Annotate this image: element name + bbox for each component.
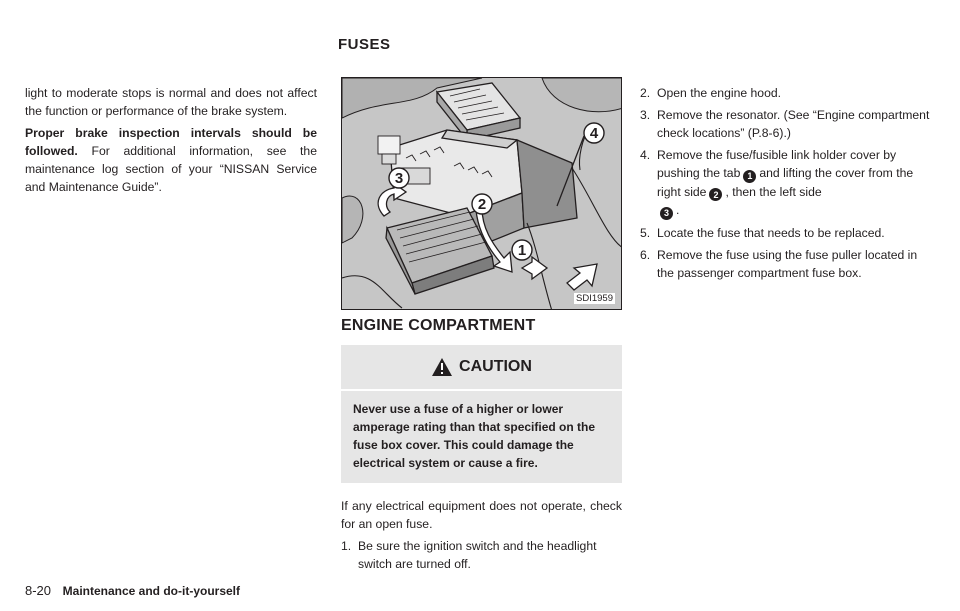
left-column (25, 84, 317, 200)
callout-4: 4 (589, 125, 599, 142)
caution-header (341, 345, 622, 389)
callout-2: 2 (477, 196, 487, 213)
circled-number-icon: 2 (709, 188, 722, 201)
right-column (640, 84, 934, 286)
middle-column (341, 317, 622, 577)
step-text (657, 146, 934, 220)
circled-number-icon: 3 (660, 207, 673, 220)
inspection-bold-text: Proper brake inspection intervals should be followed. (25, 126, 317, 158)
engine-compartment-heading: ENGINE COMPARTMENT (341, 317, 536, 334)
figure-id: SDI1959 (576, 293, 613, 304)
book-section-title: Maintenance and do-it-yourself (62, 584, 241, 598)
page-number: 8-20 (25, 583, 52, 598)
step-item (341, 537, 622, 573)
open-fuse-intro: If any electrical equipment does not operate, check for an open fuse. (341, 499, 622, 531)
step-item (640, 84, 934, 102)
engine-compartment-drawing (342, 78, 622, 310)
warning-triangle-icon (431, 357, 453, 377)
step-text: Locate the fuse that needs to be replaced. (657, 225, 885, 240)
step-text: Remove the fuse using the fuse puller located in the passenger compartment fuse box. (657, 247, 918, 280)
step-number: 1. (341, 539, 352, 553)
callout-1: 1 (517, 242, 527, 259)
fuse-box-illustration (341, 77, 622, 310)
step-text: Remove the resonator. (See “Engine compartment check locations” (P.8-6).) (657, 108, 930, 140)
caution-box (341, 345, 622, 483)
step4-text-a: Remove the fuse/fusible link holder cover by pushing the tab (657, 148, 897, 180)
step-item (640, 146, 934, 220)
section-title: FUSES (338, 36, 391, 53)
step-item (640, 224, 934, 242)
inspection-text: For additional information, see the maintenance log section of your “NISSAN Service and Maintenance Guide”. (25, 144, 317, 194)
step-item (640, 106, 934, 142)
step-number: 6. (640, 247, 651, 262)
step4-text-b: and lifting the cover from the right side (657, 166, 914, 199)
step-text: Be sure the ignition switch and the headlight switch are turned off. (358, 539, 597, 571)
steps-list-start (341, 537, 622, 573)
brake-paragraph: light to moderate stops is normal and does not affect the function or performance of the brake system. (25, 86, 317, 118)
step4-text-c: , then the left side (725, 184, 822, 199)
step-number: 3. (640, 108, 651, 122)
caution-text: Never use a fuse of a higher or lower amperage rating than that specified on the fuse box cover. This could damage the electrical system or cause a fire. (353, 402, 596, 470)
inspection-paragraph (25, 124, 317, 196)
callout-3: 3 (394, 170, 404, 187)
caution-title: CAUTION (459, 358, 532, 375)
step4-text-d: . (676, 203, 680, 217)
step-number: 5. (640, 225, 651, 240)
step-text: Open the engine hood. (657, 86, 782, 100)
step-item (640, 246, 934, 282)
steps-list-continued (640, 84, 934, 282)
step-number: 2. (640, 86, 651, 100)
circled-number-icon: 1 (743, 170, 756, 183)
page-footer (25, 583, 240, 598)
step-number: 4. (640, 148, 651, 162)
